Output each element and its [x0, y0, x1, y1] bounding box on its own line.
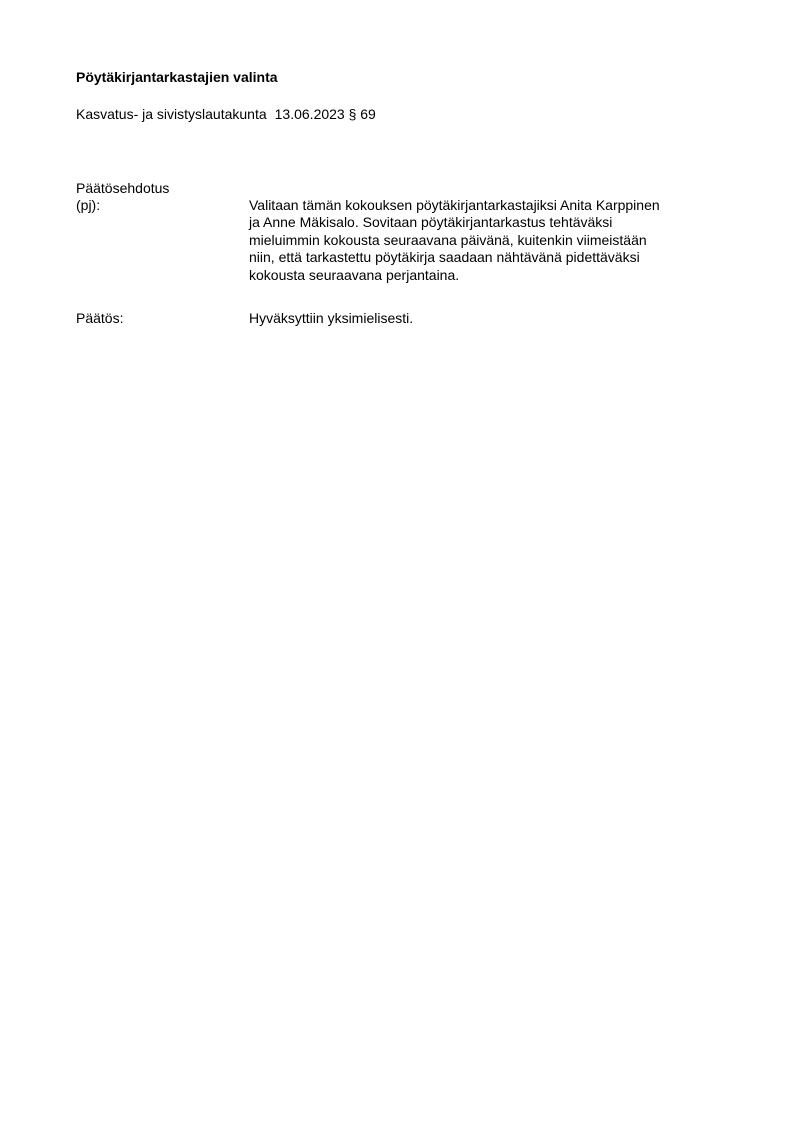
proposal-line: kokousta seuraavana perjantaina.: [249, 266, 460, 283]
proposal-text: [249, 197, 729, 284]
proposal-label: [76, 180, 169, 215]
document-title: Pöytäkirjantarkastajien valinta: [76, 69, 278, 85]
proposal-line: mieluimmin kokousta seuraavana päivänä, kuitenkin viimeistään: [249, 231, 647, 248]
proposal-line: Valitaan tämän kokouksen pöytäkirjantarkastajiksi Anita Karppinen: [249, 197, 660, 213]
committee-name: Kasvatus- ja sivistyslautakunta: [76, 106, 267, 122]
meeting-reference: [76, 106, 376, 123]
proposal-label-line2: (pj):: [76, 197, 101, 214]
meeting-date-section: 13.06.2023 § 69: [274, 106, 376, 122]
proposal-line: ja Anne Mäkisalo. Sovitaan pöytäkirjantarkastus tehtäväksi: [249, 214, 613, 231]
proposal-line: niin, että tarkastettu pöytäkirja saadaan nähtävänä pidettäväksi: [249, 249, 640, 266]
decision-label: Päätös:: [76, 310, 124, 326]
decision-text: Hyväksyttiin yksimielisesti.: [249, 310, 414, 326]
proposal-label-line1: Päätösehdotus: [76, 180, 170, 196]
